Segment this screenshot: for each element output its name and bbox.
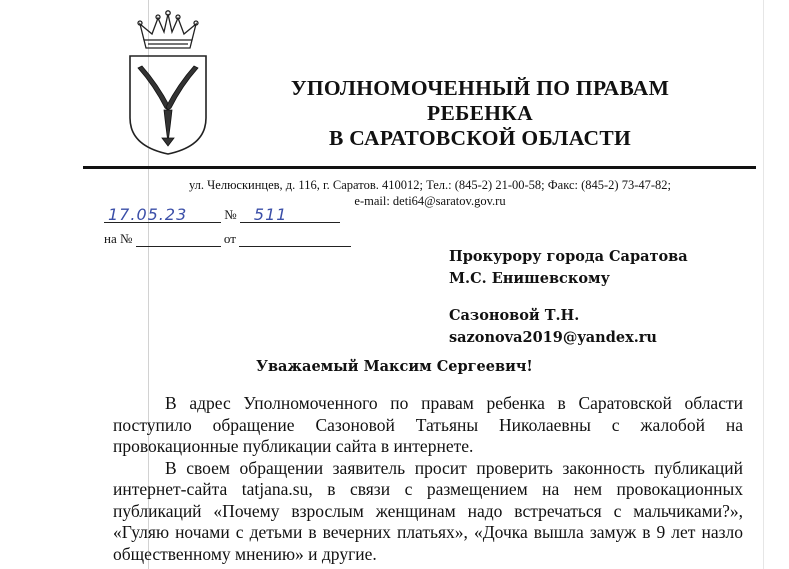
addressee-prosecutor xyxy=(449,246,688,290)
on-number-label: на № xyxy=(104,231,133,246)
incoming-reference xyxy=(104,231,351,247)
addressee-line: Сазоновой Т.Н. xyxy=(449,307,580,324)
email-line: e-mail: deti64@saratov.gov.ru xyxy=(354,194,506,208)
date-field xyxy=(104,205,221,224)
addressee-applicant xyxy=(449,305,657,349)
ref-date-field xyxy=(239,232,351,247)
paragraph: В адрес Уполномоченного по правам ребенка в Саратовской области поступило обращение Сазоновой Татьяны Николаевны с жалобой на провокационные публикации сайта в интернете. xyxy=(113,393,743,456)
addressee-email: sazonova2019@yandex.ru xyxy=(449,329,657,346)
addressee-line: Прокурору города Саратова xyxy=(449,248,688,265)
handwritten-date: 17.05.23 xyxy=(108,205,188,224)
paragraph: В своем обращении заявитель просит проверить законность публикаций интернет-сайта tatjana.su, в связи с размещением на нем провокационных публикаций «Почему взрослым женщинам надо встречаться с мальчиками?», «Гуляю ночами с детьми в вечерних платьях», «Дочка вышла замуж в 9 лет назло общественному мнению» и другие. xyxy=(113,457,743,564)
outgoing-registration xyxy=(104,207,340,223)
handwritten-number: 511 xyxy=(253,205,288,224)
page-edge-line xyxy=(763,0,764,569)
ref-number-field xyxy=(136,232,221,247)
letter-body xyxy=(113,393,743,565)
header-divider xyxy=(83,166,756,169)
from-label: от xyxy=(223,231,236,246)
saratov-coat-of-arms-icon xyxy=(118,6,218,156)
contact-address xyxy=(150,177,710,209)
addressee-line: М.С. Енишевскому xyxy=(449,270,610,287)
title-line-1: УПОЛНОМОЧЕННЫЙ ПО ПРАВАМ xyxy=(290,76,670,100)
address-line: ул. Челюскинцев, д. 116, г. Саратов. 410012; Тел.: (845-2) 21-00-58; Факс: (845-2) 73-47-82; xyxy=(188,178,672,192)
organization-title xyxy=(230,76,730,151)
number-label: № xyxy=(224,207,237,222)
number-field xyxy=(240,205,340,224)
title-line-3: В САРАТОВСКОЙ ОБЛАСТИ xyxy=(328,126,631,150)
title-line-2: РЕБЕНКА xyxy=(427,101,533,125)
salutation: Уважаемый Максим Сергеевич! xyxy=(256,358,533,375)
